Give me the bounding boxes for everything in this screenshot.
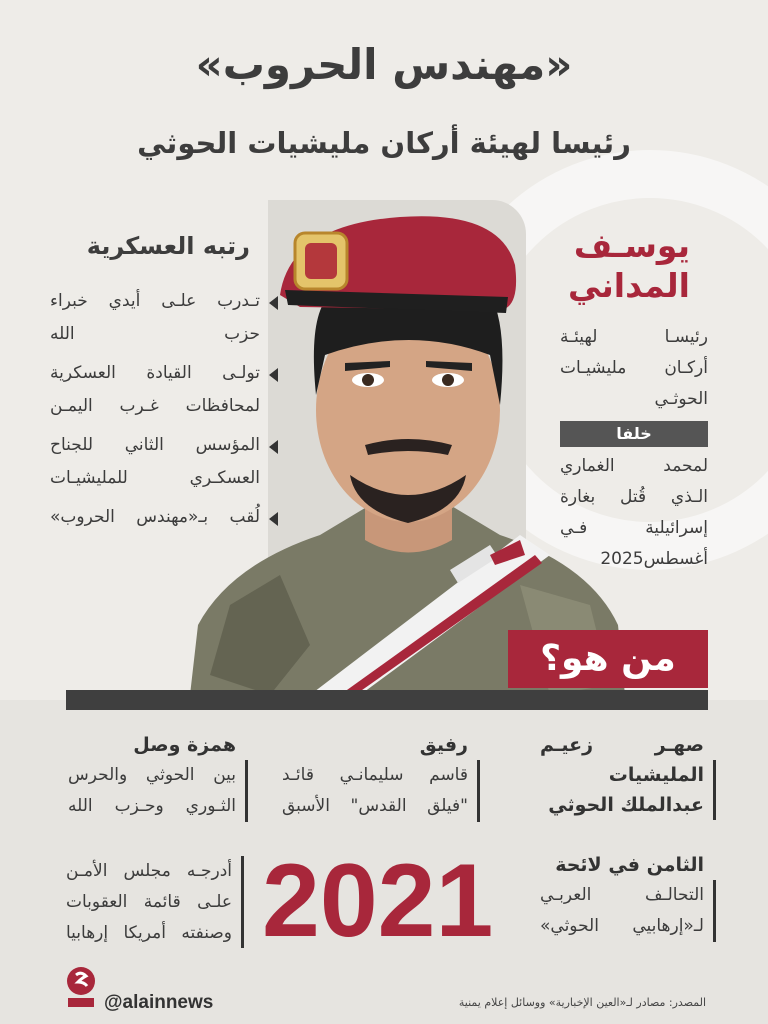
rank-item-line: لمحافظات غـرب اليمـن	[50, 396, 260, 416]
card-line: التحالـف العربـي	[540, 885, 704, 905]
rank-item-line: حزب الله	[50, 324, 260, 344]
rank-item-line: لُقب بـ«مهندس الحروب»	[50, 507, 260, 527]
card-line: علـى قائمة العقوبات	[66, 892, 232, 912]
card-line: أدرجـه مجلس الأمـن	[66, 861, 232, 881]
card-sanctions	[66, 856, 232, 949]
rank-item	[50, 501, 260, 534]
card-line: الثـوري وحـزب الله	[68, 796, 236, 816]
card-heading: رفيق	[419, 734, 468, 756]
bio-block	[560, 322, 708, 575]
card-line: لـ«إرهابيي الحوثي»	[540, 916, 704, 936]
name-first: يوسـف	[573, 226, 690, 265]
bio-role-line: أركـان مليشيـات	[560, 358, 708, 378]
name-last: المداني	[568, 266, 690, 305]
source-note: المصدر: مصادر لـ«العين الإخبارية» ووسائل إعلام يمنية	[458, 996, 706, 1009]
card-eighth	[540, 850, 704, 942]
bio-succeeded-line: الـذي قُتل بغارة	[560, 487, 708, 507]
page-subtitle: رئيسا لهيئة أركان مليشيات الحوثي	[137, 126, 631, 160]
section-divider	[66, 690, 708, 710]
rank-item	[50, 357, 260, 423]
card-heading: همزة وصل	[133, 734, 236, 756]
card-line: وصنفته أمريكا إرهابيا	[66, 923, 232, 943]
bio-succeeded-line: لمحمد الغماري	[560, 456, 708, 476]
card-bar	[477, 760, 480, 822]
year-2021: 2021	[262, 843, 494, 959]
bio-role-line: رئيسـا لهيئـة	[560, 327, 708, 347]
card-line: عبدالملك الحوثي	[548, 794, 704, 816]
bio-role-line: الحوثـي	[654, 389, 708, 409]
rank-item	[50, 429, 260, 495]
card-companion	[282, 730, 468, 822]
succeeded-badge: خلفا	[560, 421, 708, 447]
person-name	[560, 226, 690, 306]
alain-logo-icon	[64, 966, 98, 1010]
card-inlaw	[540, 730, 704, 820]
card-heading: الثامن في لائحة	[555, 854, 704, 876]
rank-heading: رتبه العسكرية	[86, 232, 250, 260]
social-handle: @alainnews	[104, 992, 214, 1013]
bio-succeeded-line: إسرائيلية فـي	[560, 518, 708, 538]
card-bar	[713, 760, 716, 820]
card-hamza	[68, 730, 236, 822]
card-bar	[245, 760, 248, 822]
rank-item	[50, 285, 260, 351]
who-is-he-label: من هو؟	[508, 630, 708, 688]
rank-item-line: تـدرب علـى أيدي خبراء	[50, 291, 260, 311]
card-line: قاسم سليمانـي قائـد	[282, 765, 468, 785]
card-line: صهـر زعيـم	[540, 734, 704, 756]
card-bar	[713, 880, 716, 942]
card-line: بين الحوثي والحرس	[68, 765, 236, 785]
card-line: "فيلق القدس" الأسبق	[282, 796, 468, 816]
bio-succeeded-line: أغسطس2025	[600, 549, 708, 569]
card-line: المليشيات	[608, 764, 704, 786]
rank-list	[50, 285, 260, 540]
rank-item-line: العسكـري للمليشيـات	[50, 468, 260, 488]
card-bar	[241, 856, 244, 948]
rank-item-line: المؤسس الثاني للجناح	[50, 435, 260, 455]
rank-item-line: تولـى القيادة العسكرية	[50, 363, 260, 383]
page-title: «مهندس الحروب»	[195, 40, 573, 89]
